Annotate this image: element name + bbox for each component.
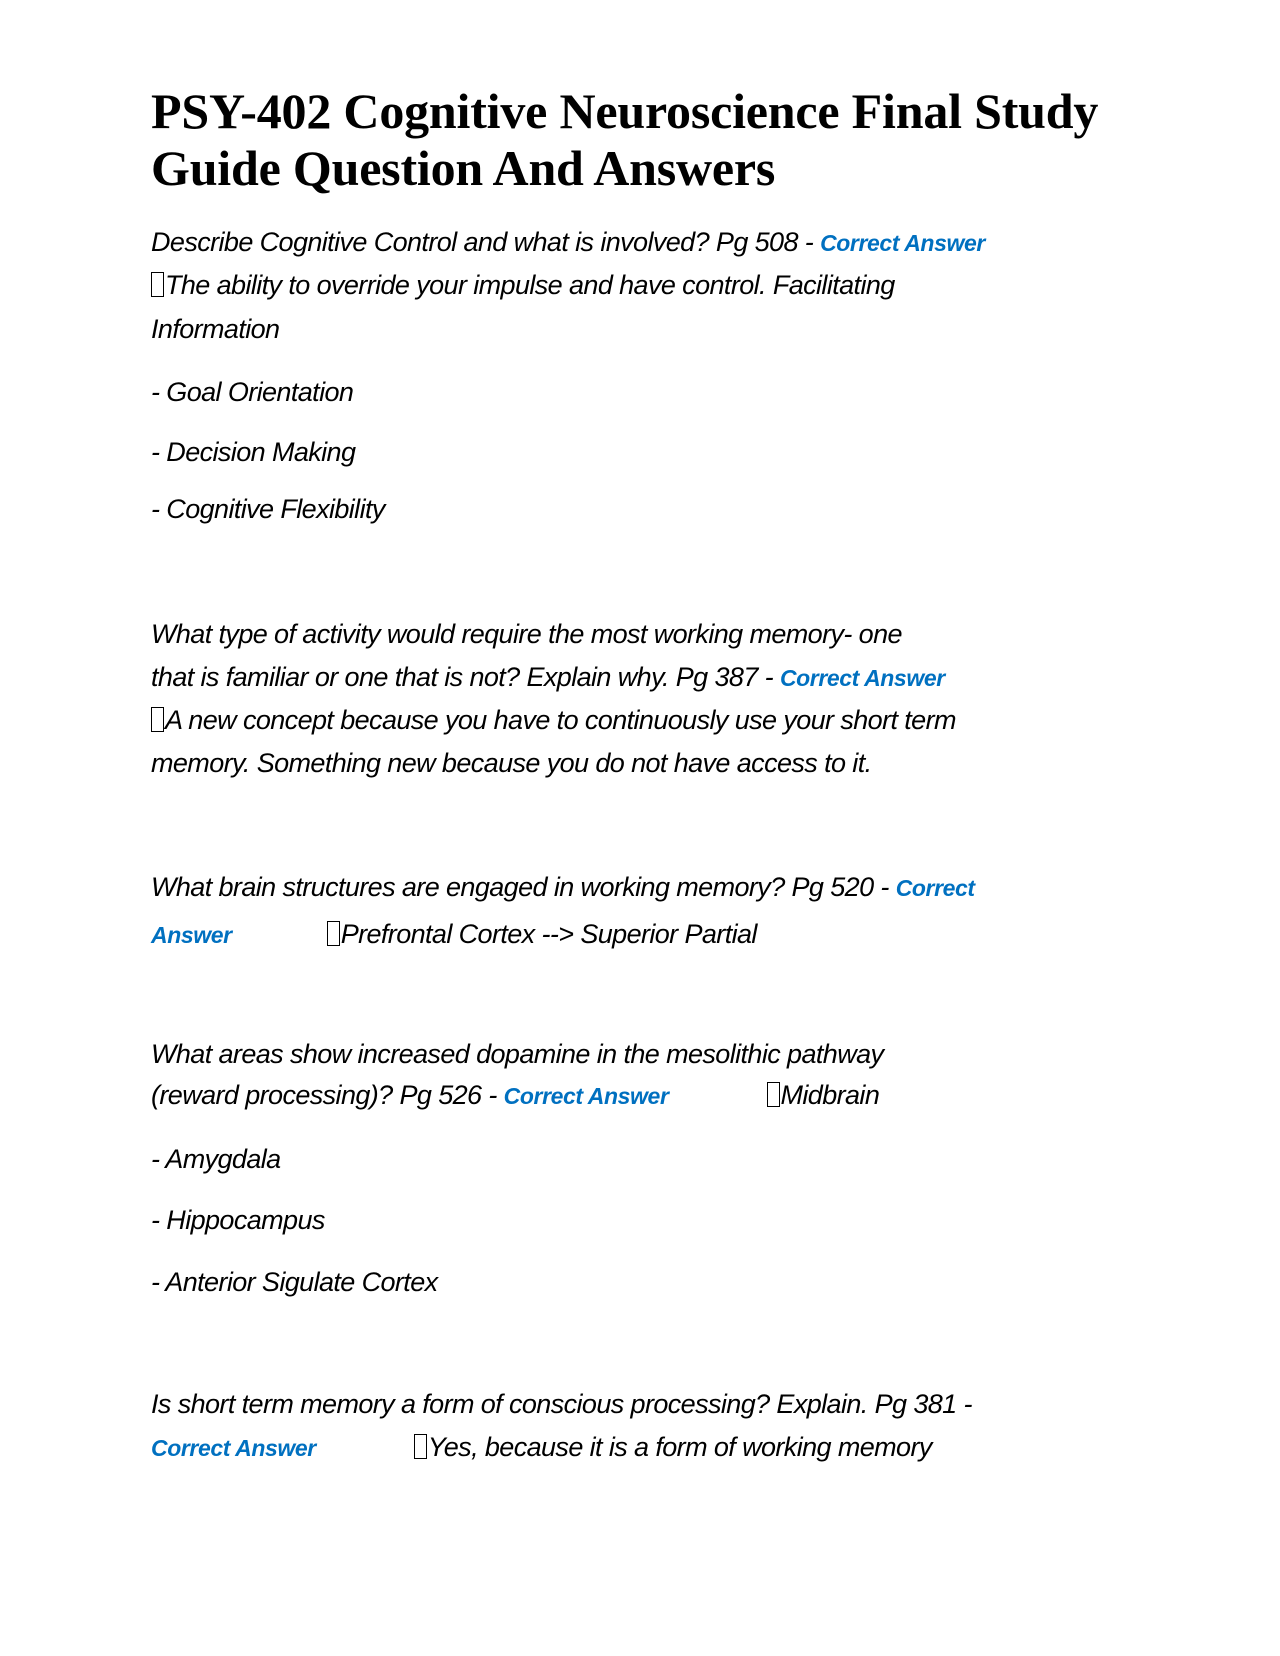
page-title-line-1: PSY-402 Cognitive Neuroscience Final Study [151,83,1099,139]
question-4-line-2 [151,1082,879,1109]
question-2-line-2 [151,664,945,691]
correct-answer-label: Correct Answer [779,665,945,691]
question-4-line-1: What areas show increased dopamine in the mesolithic pathway [151,1039,884,1069]
answer-2-text: A new concept because you have to continuously use your short term [165,705,956,735]
answer-2-line-1 [151,707,956,734]
answer-1-line-1 [151,272,895,299]
answer-4-text: Midbrain [780,1080,880,1110]
question-3-line-1 [151,874,975,901]
correct-answer-label-part-2: Answer [151,922,232,948]
bullet-item: - Hippocampus [151,1205,325,1235]
question-5-line-1: Is short term memory a form of conscious processing? Explain. Pg 381 - [151,1389,972,1419]
missing-glyph-icon [767,1082,780,1107]
correct-answer-label-part-1: Correct [895,875,975,901]
page-title-line-2: Guide Question And Answers [151,140,776,196]
question-3-line-2 [151,921,757,948]
missing-glyph-icon [327,921,340,946]
question-1-text: Describe Cognitive Control and what is involved? Pg 508 - [151,227,821,257]
answer-1-line-2: Information [151,314,280,344]
answer-1-text: The ability to override your impulse and have control. Facilitating [165,270,895,300]
question-2-line-1: What type of activity would require the most working memory- one [151,619,902,649]
correct-answer-label: Correct Answer [820,230,985,256]
question-4-text: (reward processing)? Pg 526 - [151,1080,504,1110]
bullet-item: - Cognitive Flexibility [151,494,385,524]
question-2-text: that is familiar or one that is not? Explain why. Pg 387 - [151,662,780,692]
missing-glyph-icon [151,707,164,732]
answer-2-line-2: memory. Something new because you do not have access to it. [151,748,872,778]
bullet-item: - Decision Making [151,437,356,467]
correct-answer-label: Correct Answer [151,1435,316,1461]
bullet-item: - Goal Orientation [151,377,354,407]
question-1-line-1 [151,229,985,256]
correct-answer-label: Correct Answer [503,1083,669,1109]
missing-glyph-icon [151,272,164,297]
answer-3-text: Prefrontal Cortex --> Superior Partial [340,919,757,949]
question-3-text: What brain structures are engaged in working memory? Pg 520 - [151,872,896,902]
answer-5-text: Yes, because it is a form of working memory [427,1432,932,1462]
question-5-line-2 [151,1434,932,1461]
missing-glyph-icon [414,1434,427,1459]
bullet-item: - Amygdala [151,1144,281,1174]
bullet-item: - Anterior Sigulate Cortex [151,1267,438,1297]
